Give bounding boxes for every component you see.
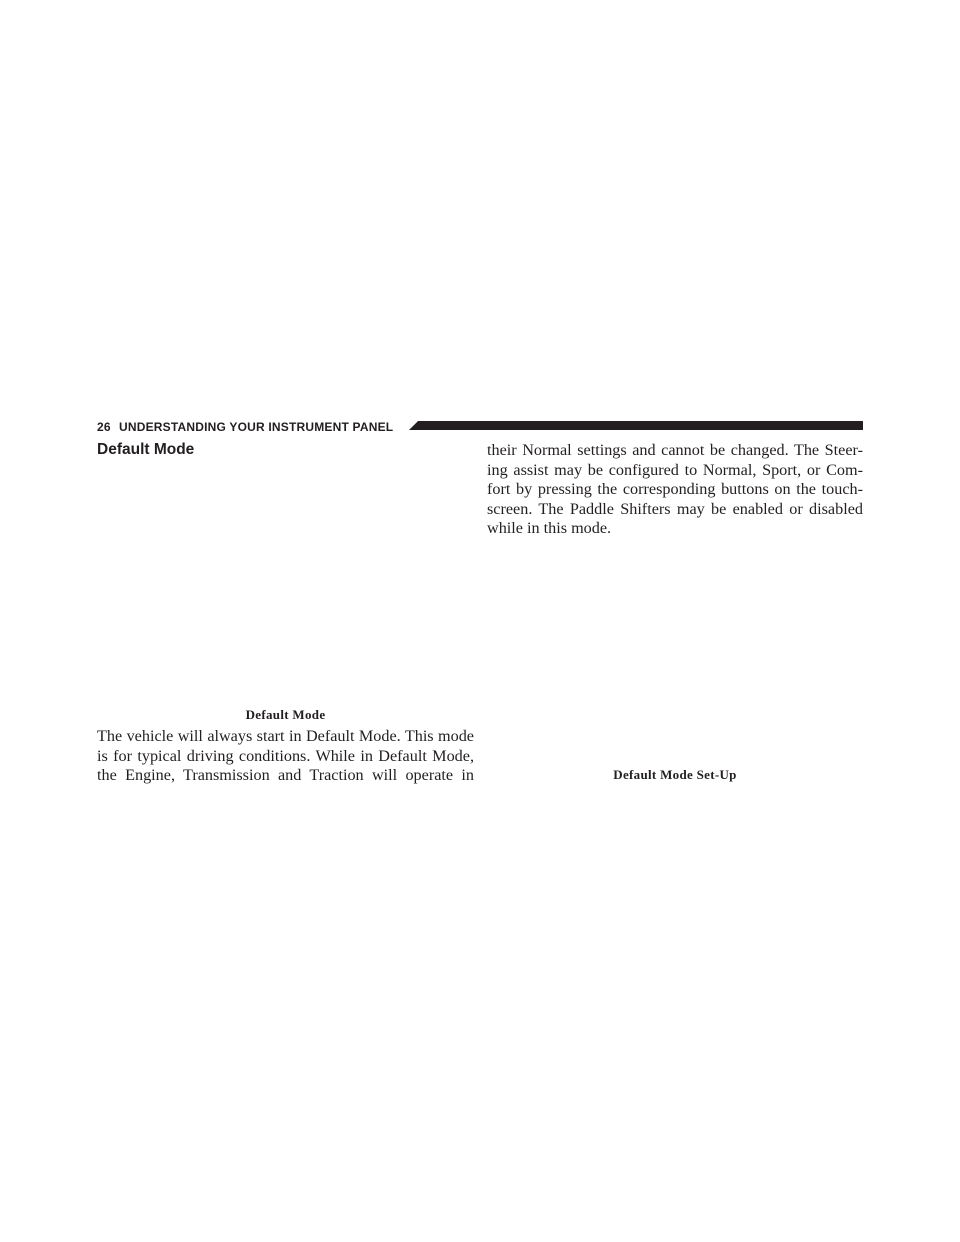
default-mode-caption: Default Mode: [245, 707, 326, 722]
section-title: UNDERSTANDING YOUR INSTRUMENT PANEL: [119, 420, 394, 434]
text-line: fort by pressing the corresponding buttons on the touch-: [487, 480, 863, 499]
text-line: their Normal settings and cannot be changed. The Steer-: [487, 441, 863, 459]
body-paragraph-left: [97, 727, 474, 786]
body-paragraph-right: [487, 441, 863, 539]
default-mode-setup-figure: [487, 548, 863, 762]
page-header: [97, 418, 863, 438]
text-line: is for typical driving conditions. While in Default Mode,: [97, 746, 474, 765]
text-line: screen. The Paddle Shifters may be enabled or disabled: [487, 499, 863, 518]
page-number: 26: [97, 420, 111, 434]
text-line: while in this mode.: [487, 519, 612, 538]
text-line: ing assist may be configured to Normal, Sport, or Com-: [487, 460, 863, 479]
section-heading: Default Mode: [97, 441, 195, 458]
default-mode-figure: [97, 466, 474, 700]
default-mode-setup-caption: Default Mode Set-Up: [613, 767, 737, 782]
text-line: The vehicle will always start in Default Mode. This mode: [97, 727, 474, 745]
header-rule-bar: [409, 421, 863, 430]
text-line: the Engine, Transmission and Traction will operate in: [97, 766, 474, 785]
